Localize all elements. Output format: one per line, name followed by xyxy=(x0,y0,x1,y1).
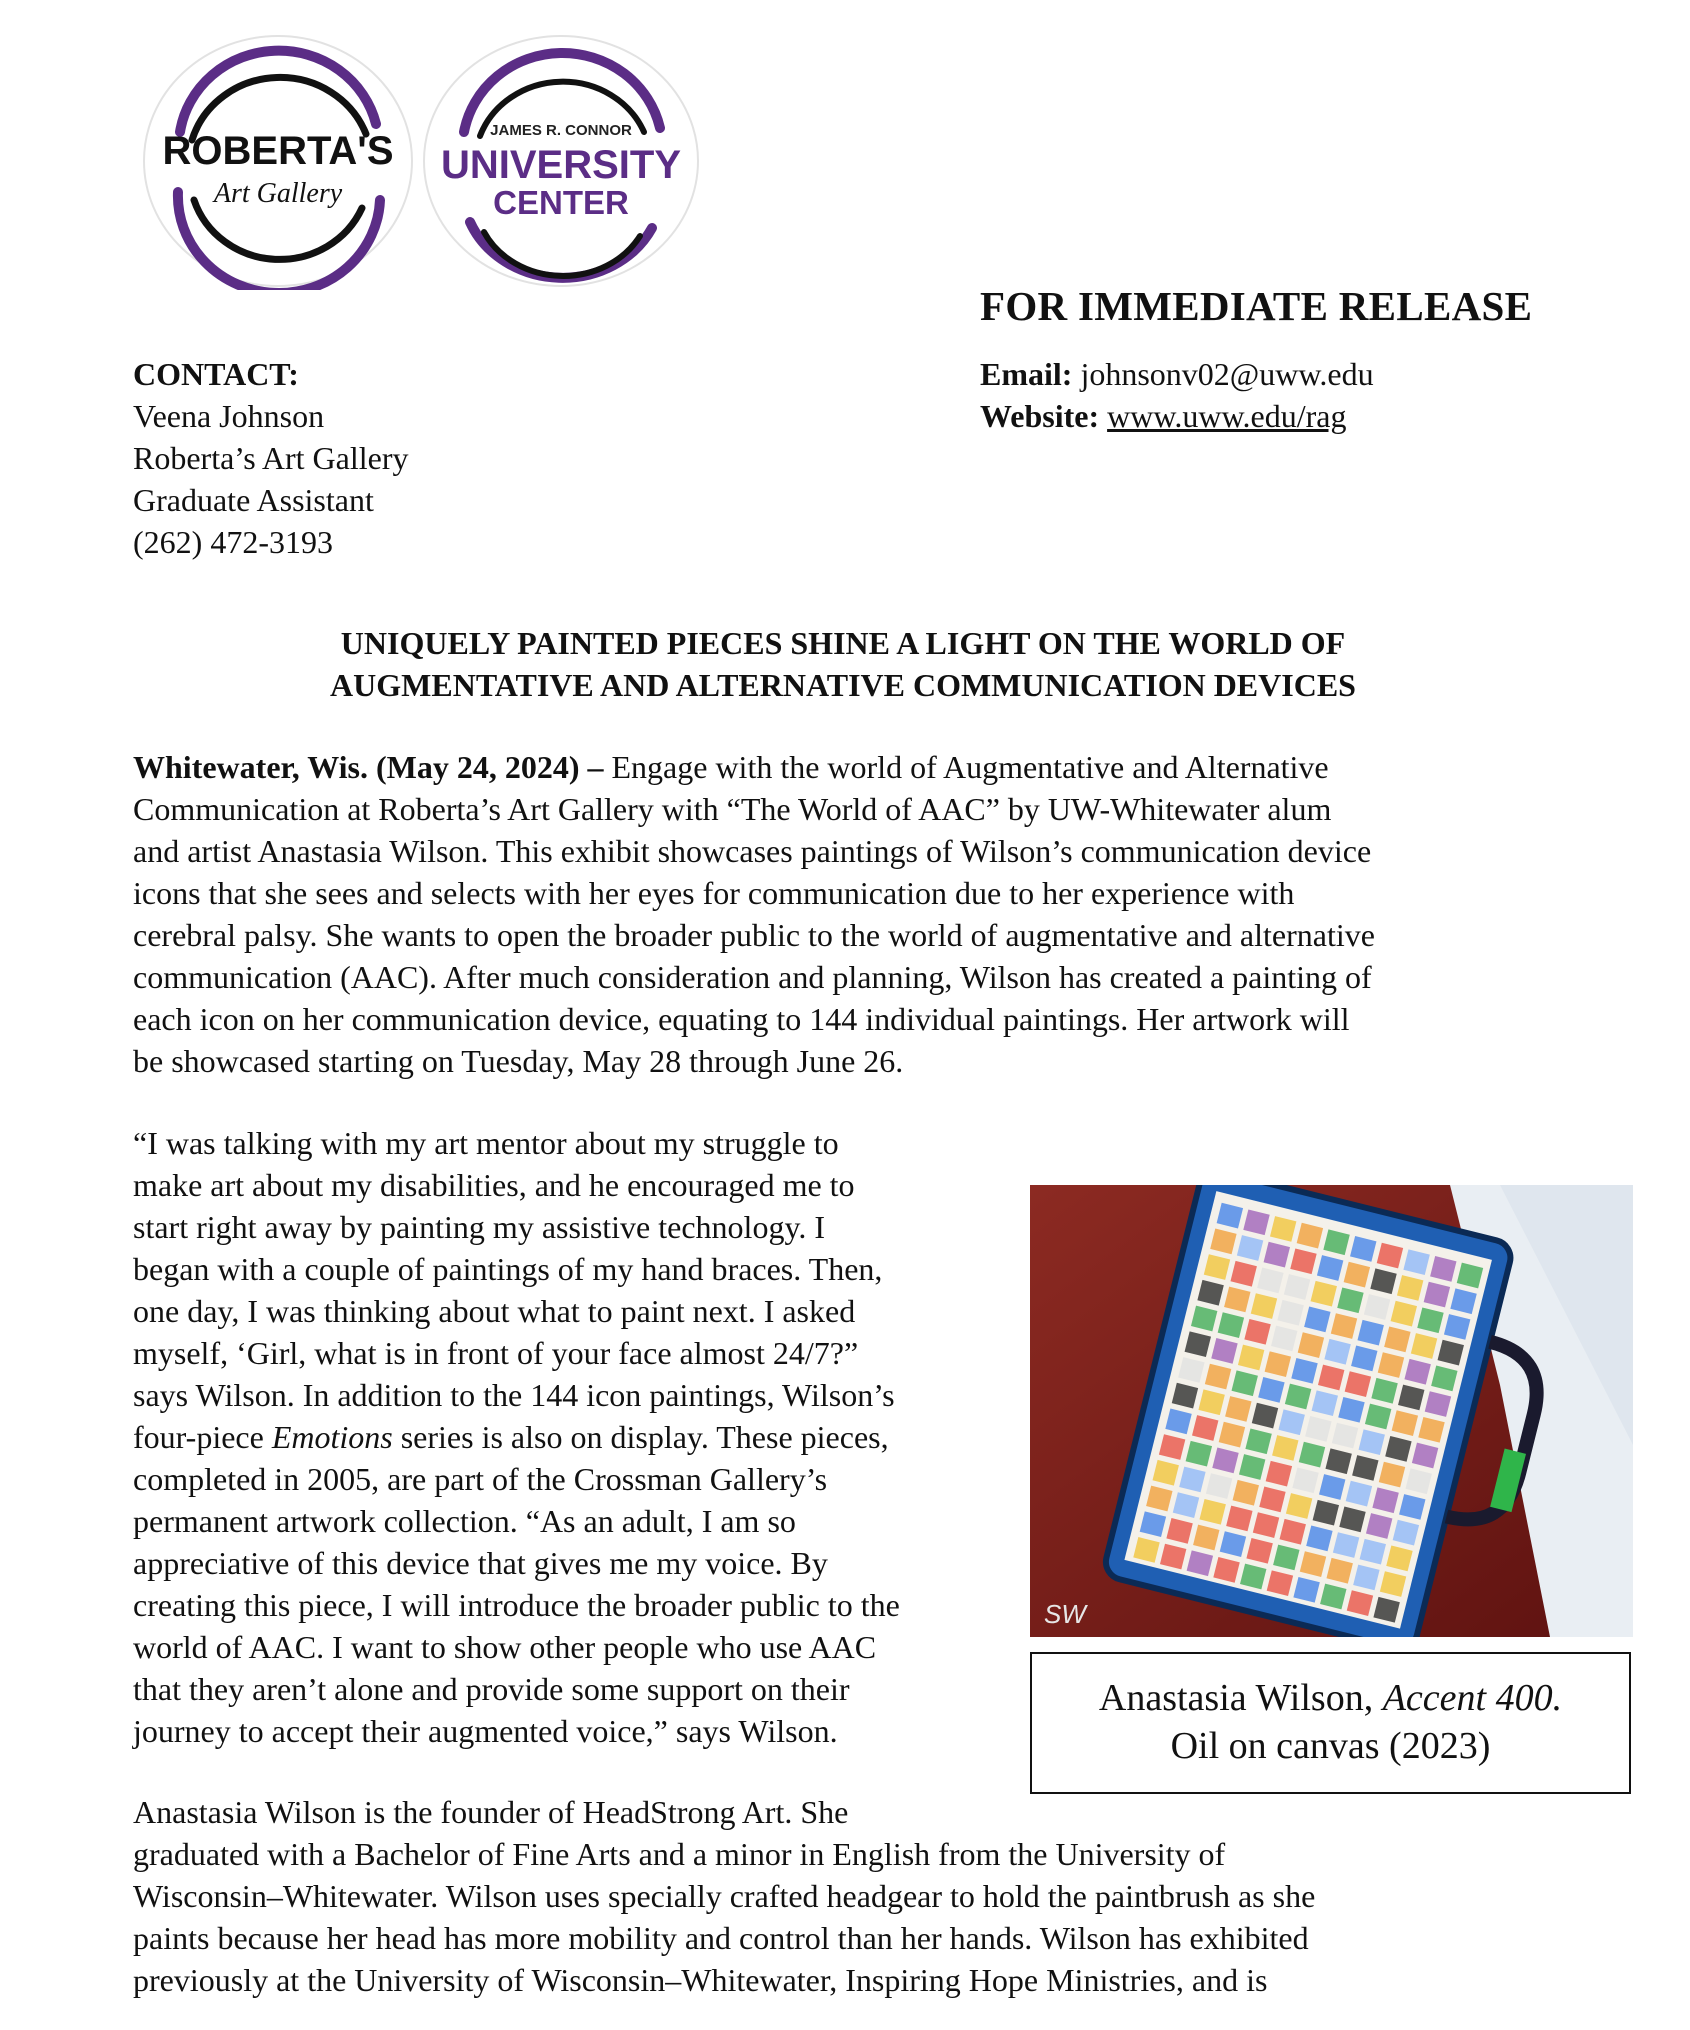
dateline: Whitewater, Wis. (May 24, 2024) – xyxy=(133,749,604,785)
paragraph-bio xyxy=(133,1791,1573,2001)
para2-line: make art about my disabilities, and he encouraged me to xyxy=(133,1167,855,1203)
artwork-caption xyxy=(1030,1652,1631,1794)
para3-line: Anastasia Wilson is the founder of HeadStrong Art. She xyxy=(133,1794,849,1830)
contact-block xyxy=(133,353,408,563)
contact-name: Veena Johnson xyxy=(133,398,325,434)
robertas-logo-subtitle: Art Gallery xyxy=(213,178,343,209)
para1-line: communication (AAC). After much consideration and planning, Wilson has created a painting of xyxy=(133,959,1372,995)
release-label: FOR IMMEDIATE RELEASE xyxy=(980,283,1533,329)
contact-phone: (262) 472-3193 xyxy=(133,524,333,560)
para1-line: Engage with the world of Augmentative and Alternative xyxy=(603,749,1329,785)
headline-line-2: AUGMENTATIVE AND ALTERNATIVE COMMUNICATION DEVICES xyxy=(330,667,1356,703)
links-block xyxy=(980,353,1374,437)
para2-line xyxy=(133,1416,1013,1458)
university-center-logo xyxy=(420,32,702,290)
para1-line: each icon on her communication device, equating to 144 individual paintings. Her artwork will xyxy=(133,1001,1350,1037)
para2-line: says Wilson. In addition to the 144 icon paintings, Wilson’s xyxy=(133,1377,895,1413)
para1-line: be showcased starting on Tuesday, May 28 through June 26. xyxy=(133,1043,904,1079)
para2-line: one day, I was thinking about what to paint next. I asked xyxy=(133,1293,856,1329)
para2-line: completed in 2005, are part of the Crossman Gallery’s xyxy=(133,1461,828,1497)
email-value[interactable]: johnsonv02@uww.edu xyxy=(1080,356,1374,392)
para1-line: cerebral palsy. She wants to open the broader public to the world of augmentative and alternative xyxy=(133,917,1375,953)
para2-line: that they aren’t alone and provide some support on their xyxy=(133,1671,850,1707)
artwork-photo xyxy=(1030,1185,1633,1637)
para3-line: Wisconsin–Whitewater. Wilson uses specially crafted headgear to hold the paintbrush as she xyxy=(133,1878,1316,1914)
para2-text: four-piece xyxy=(133,1419,272,1455)
para2-line: appreciative of this device that gives me my voice. By xyxy=(133,1545,828,1581)
paragraph-intro xyxy=(133,746,1573,1082)
caption-medium: Oil on canvas (2023) xyxy=(1170,1725,1491,1767)
para2-text: series is also on display. These pieces, xyxy=(392,1419,889,1455)
para3-line: paints because her head has more mobility and control than her hands. Wilson has exhibited xyxy=(133,1920,1309,1956)
para3-line: previously at the University of Wisconsin–Whitewater, Inspiring Hope Ministries, and is xyxy=(133,1962,1268,1998)
contact-label: CONTACT: xyxy=(133,356,299,392)
para2-line: start right away by painting my assistive technology. I xyxy=(133,1209,826,1245)
email-label: Email: xyxy=(980,356,1073,392)
robertas-logo-name: ROBERTA'S xyxy=(162,129,394,173)
para2-line: world of AAC. I want to show other people who use AAC xyxy=(133,1629,877,1665)
para2-line: journey to accept their augmented voice,” says Wilson. xyxy=(133,1713,838,1749)
para2-line: creating this piece, I will introduce the broader public to the xyxy=(133,1587,900,1623)
caption-artist: Anastasia Wilson, xyxy=(1098,1677,1374,1719)
robertas-art-gallery-logo xyxy=(140,32,416,290)
contact-role: Graduate Assistant xyxy=(133,482,374,518)
website-label: Website: xyxy=(980,398,1100,434)
para1-line: Communication at Roberta’s Art Gallery with “The World of AAC” by UW-Whitewater alum xyxy=(133,791,1332,827)
para3-line: graduated with a Bachelor of Fine Arts and a minor in English from the University of xyxy=(133,1836,1226,1872)
university-logo-center: CENTER xyxy=(493,184,629,221)
para2-line: began with a couple of paintings of my hand braces. Then, xyxy=(133,1251,883,1287)
para2-line: permanent artwork collection. “As an adult, I am so xyxy=(133,1503,796,1539)
university-logo-small: JAMES R. CONNOR xyxy=(490,122,632,139)
artwork-signature: SW xyxy=(1044,1599,1086,1629)
para1-line: icons that she sees and selects with her eyes for communication due to her experience with xyxy=(133,875,1295,911)
website-link[interactable]: www.uww.edu/rag xyxy=(1107,398,1347,434)
paragraph-quote xyxy=(133,1122,1013,1752)
headline xyxy=(133,622,1553,706)
university-logo-main: UNIVERSITY xyxy=(440,143,682,187)
caption-title: Accent 400. xyxy=(1382,1677,1563,1719)
emotions-title: Emotions xyxy=(271,1419,393,1455)
contact-org: Roberta’s Art Gallery xyxy=(133,440,409,476)
para2-line: “I was talking with my art mentor about my struggle to xyxy=(133,1125,839,1161)
para2-line: myself, ‘Girl, what is in front of your face almost 24/7?” xyxy=(133,1335,859,1371)
headline-line-1: UNIQUELY PAINTED PIECES SHINE A LIGHT ON THE WORLD OF xyxy=(340,625,1346,661)
para1-line: and artist Anastasia Wilson. This exhibit showcases paintings of Wilson’s communication device xyxy=(133,833,1372,869)
